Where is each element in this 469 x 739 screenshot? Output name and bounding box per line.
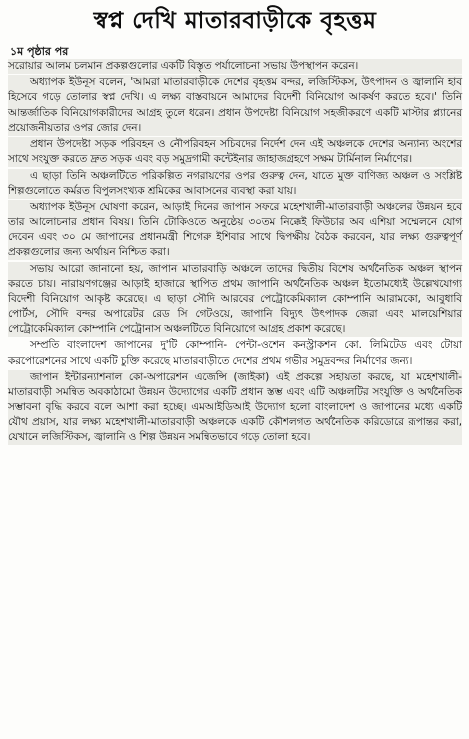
article-paragraph-8: জাপান ইন্টারন্যাশনাল কো-অপারেশন এজেন্সি (জাইকা) এই প্রকল্পে সহায়তা করছে, যা মহেশখালী-মাতারবাড়ী সমন্বিত অবকাঠামো উন্নয়ন উদ্যোগের একটি প্রধান স্তম্ভ এবং এটি অঞ্চলটির সংযুক্তি ও অর্থনৈতিক সম্ভাবনা বৃদ্ধি করবে বলে আশা করা হচ্ছে। এমআইডিআই উদ্যোগ হলো বাংলাদেশ ও জাপানের মধ্যে একটি যৌথ প্রয়াস, যার লক্ষ্য মহেশখালী-মাতারবাড়ী অঞ্চলকে একটি কৌশলগত অর্থনৈতিক করিডোরে রূপান্তর করা, যেখানে লজিস্টিকস, জ্বালানি ও শিল্প উন্নয়ন সমন্বিতভাবে গড়ে তোলা হবে। [8,370,462,445]
headline: স্বপ্ন দেখি মাতারবাড়ীকে বৃহত্তম [93,8,377,34]
continued-from-label: ১ম পৃষ্ঠার পর [10,45,69,58]
article-paragraph-4: এ ছাড়া তিনি অঞ্চলটিতে পরিকল্পিত নগরায়ণের ওপর গুরুত্ব দেন, যাতে মুক্ত বাণিজ্য অঞ্চল ও সংশ্লিষ্ট শিল্পগুলোতে কর্মরত বিপুলসংখ্যক শ্রমিকের আবাসনের ব্যবস্থা করা যায়। [8,169,462,199]
article-paragraph-2: অধ্যাপক ইউনূস বলেন, 'আমরা মাতারবাড়ীকে দেশের বৃহত্তম বন্দর, লজিস্টিকস, উৎপাদন ও জ্বালানি হাব হিসেবে গড়ে তোলার স্বপ্ন দেখি। এ লক্ষ্য বাস্তবায়নে আমাদের বিদেশী বিনিয়োগ আকর্ষণ করতে হবে।' তিনি আন্তর্জাতিক বিনিয়োগকারীদের আগ্রহ তুলে ধরেন। প্রধান উপদেষ্টা বিনিয়োগ সহজীকরণে একটি মাস্টার প্ল্যানের প্রয়োজনীয়তার ওপর জোর দেন। [8,75,462,135]
article-paragraph-6: সভায় আরো জানানো হয়, জাপান মাতারবাড়ি অঞ্চলে তাদের দ্বিতীয় বিশেষ অর্থনৈতিক অঞ্চল স্থাপন করতে চায়। নারায়ণগঞ্জের আড়াই হাজারে স্থাপিত প্রথম জাপানি অর্থনৈতিক অঞ্চল ইতোমধ্যেই উল্লেখযোগ্য বিদেশী বিনিয়োগ আকৃষ্ট করেছে। এ ছাড়া সৌদি আরবের পেট্রোকেমিক্যাল কোম্পানি আরামকো, আবুধাবি পোর্টস, সৌদি বন্দর অপারেটর রেড সি গেটওয়ে, জাপানি বিদ্যুৎ উৎপাদক জেরা এবং মালয়েশিয়ার পেট্রোকেমিক্যাল কোম্পানি পেট্রোনাস অঞ্চলটিতে বিনিয়োগে আগ্রহ প্রকাশ করেছে। [8,262,462,337]
article-paragraph-7: সম্প্রতি বাংলাদেশ জাপানের দু'টি কোম্পানি- পেন্টা-ওশেন কনস্ট্রাকশন কো. লিমিটেড এবং টোয়া করপোরেশনের সাথে একটি চুক্তি করেছে মাতারবাড়ীতে দেশের প্রথম গভীর সমুদ্রবন্দর নির্মাণের জন্য। [8,339,462,367]
article-paragraph-1: সরোয়ার আলম চলমান প্রকল্পগুলোর একটি বিস্তৃত পর্যালোচনা সভায় উপস্থাপন করেন। [8,59,462,74]
article-paragraph-3: প্রধান উপদেষ্টা সড়ক পরিবহন ও নৌপরিবহন সচিবদের নির্দেশ দেন এই অঞ্চলকে দেশের অন্যান্য অংশের সাথে সংযুক্ত করতে দ্রুত সড়ক এবং বড় সমুদ্রগামী কন্টেইনার জাহাজগ্রহণে সক্ষম টার্মিনাল নির্মাণের। [8,137,462,167]
article-paragraph-5: অধ্যাপক ইউনূস ঘোষণা করেন, আড়াই দিনের জাপান সফরে মহেশখালী-মাতারবাড়ী অঞ্চলের উন্নয়ন হবে তার আলোচনার প্রধান বিষয়। তিনি টোকিওতে অনুষ্ঠেয় ৩০তম নিক্কেই ফিউচার অব এশিয়া সম্মেলনে যোগ দেবেন এবং ৩০ মে জাপানের প্রধানমন্ত্রী শিগেরু ইশিবার সাথে দ্বিপক্ষীয় বৈঠক করবেন, যার লক্ষ্য গুরুত্বপূর্ণ প্রকল্পগুলোর জন্য অর্থায়ন নিশ্চিত করা। [8,200,462,260]
